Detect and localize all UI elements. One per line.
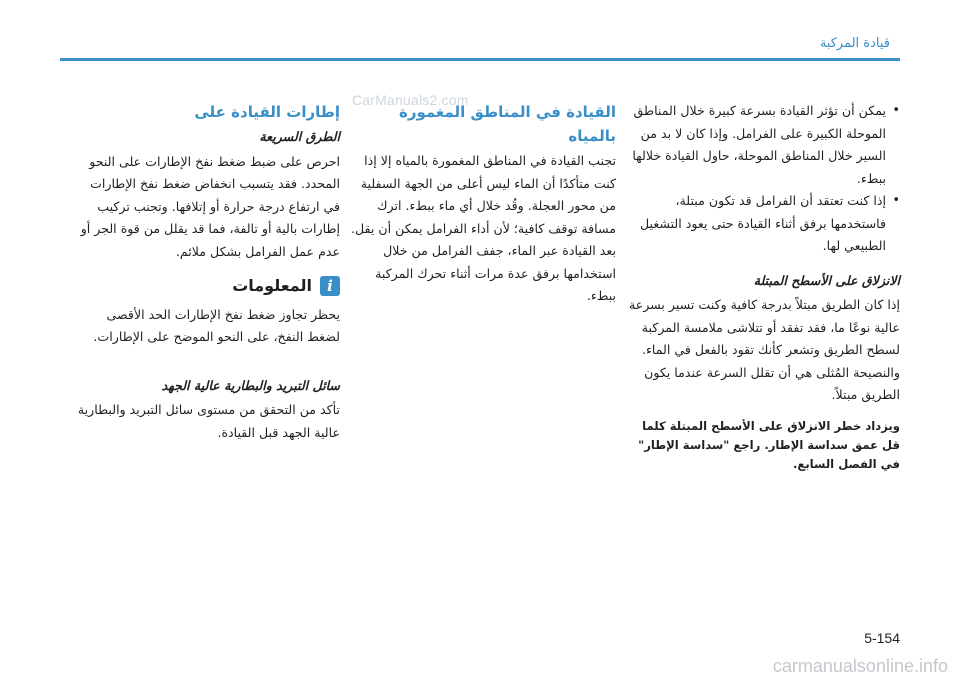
info-heading: المعلومات: [232, 276, 312, 295]
middle-column: [350, 100, 616, 308]
bullet-item: • يمكن أن تؤثر القيادة بسرعة كبيرة خلال المناطق الموحلة الكبيرة على الفرامل. وإذا كان لا بد من السير خلال المناطق الموحلة، حاول القيادة خلالها ببطء.: [628, 100, 886, 190]
header-title: قيادة المركبة: [819, 36, 890, 51]
left-column: [72, 100, 340, 444]
highway-heading: الطرق السريعة: [259, 129, 340, 144]
hv-battery-paragraph: تأكد من التحقق من مستوى سائل التبريد والبطارية عالية الجهد قبل القيادة.: [77, 402, 340, 440]
flooded-areas-paragraph: تجنب القيادة في المناطق المغمورة بالمياه إلا إذا كنت متأكدًا أن الماء ليس أعلى من الجهة السفلية من محور العجلة. وقُد خلال أي ماء ببطء. اترك مسافة توقف كافية؛ لأن أداء الفرامل يمكن أن يقل.: [351, 153, 616, 236]
tires-heading: إطارات القيادة على: [194, 103, 340, 121]
header-rule: [60, 58, 900, 61]
flooded-areas-heading: القيادة في المناطق المغمورة بالمياه: [398, 103, 616, 145]
watermark-carmanuals: CarManuals2.com: [352, 92, 469, 108]
bullet-list: [628, 100, 900, 258]
wet-surface-paragraph: إذا كان الطريق مبتلاً بدرجة كافية وكنت تسير بسرعة عالية نوعًا ما، فقد تفقد أو تتلاشى ملامسة المركبة لسطح الطريق وتشعر كأنك تقود بالفعل في الماء. والنصيحة المُثلى هي أن تقلل السرعة عندما يكون الطريق مبتلاً.: [628, 297, 900, 402]
wet-surface-heading: الانزلاق على الأسطح المبتلة: [753, 272, 900, 288]
hv-battery-heading: سائل التبريد والبطارية عالية الجهد: [161, 377, 340, 393]
info-icon: [320, 276, 340, 296]
info-paragraph: يحظر تجاوز ضغط نفخ الإطارات الحد الأقصى لضغط النفخ، على النحو الموضح على الإطارات.: [93, 306, 340, 344]
watermark-carmanualsonline: carmanualsonline.info: [772, 656, 948, 676]
highway-paragraph: احرص على ضبط ضغط نفخ الإطارات على النحو المحدد. فقد يتسبب انخفاض ضغط نفخ الإطارات في ارتفاع درجة حرارة أو إتلافها. وتجنب تركيب إطارات بالية أو تالفة، فما قد يقلل من قوة الجر أو عدم عمل الفرامل بشكل ملائم.: [80, 153, 340, 259]
bullet-item: • إذا كنت تعتقد أن الفرامل قد تكون مبتلة، فاستخدمها برفق أثناء القيادة حتى يعود التشغيل الطبيعي لها.: [628, 190, 886, 258]
right-column: [628, 100, 900, 474]
info-icon-letter: i: [327, 277, 333, 296]
flooded-areas-paragraph: بعد القيادة عبر الماء، جفف الفرامل من خلال استخدامها برفق عدة مرات أثناء تحرك المركبة ببطء.: [375, 243, 616, 303]
info-box-title: [72, 275, 340, 298]
wet-surface-note: ويزداد خطر الانزلاق على الأسطح المبتلة كلما قل عمق سداسة الإطار. راجع "سداسة الإطار" في الفصل السابع.: [638, 418, 900, 471]
page-number: 5-154: [864, 630, 900, 646]
